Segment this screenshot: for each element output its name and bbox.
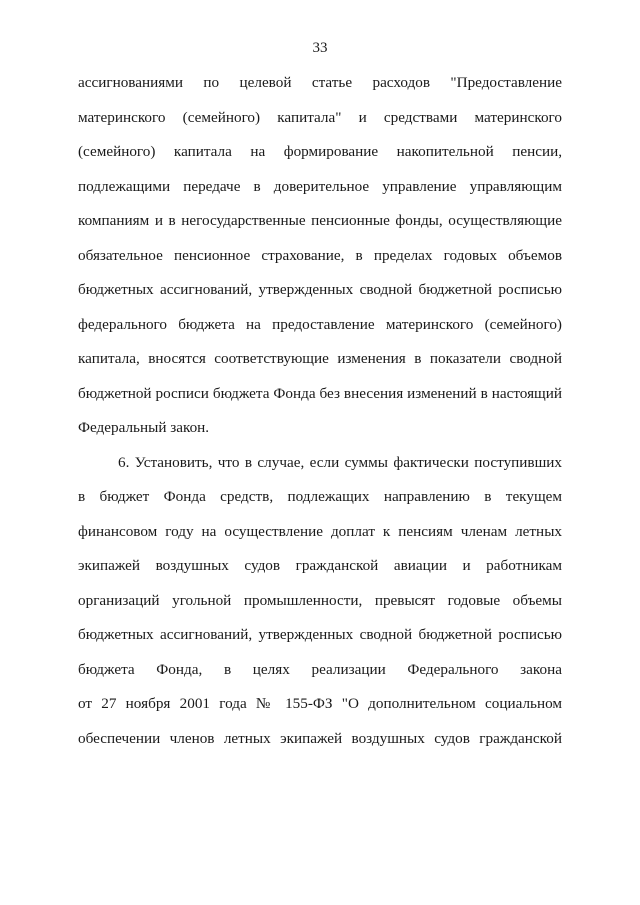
text-line: капитала, вносятся соответствующие изменения в показатели сводной [78, 350, 562, 367]
text-line: бюджетной росписи бюджета Фонда без внесения изменений в настоящий [78, 384, 562, 402]
text-line: ассигнованиями по целевой статье расходов "Предоставление [78, 74, 562, 91]
paragraph-item-6 [78, 446, 562, 757]
text-line: в бюджет Фонда средств, подлежащих направлению в текущем [78, 488, 562, 505]
body-text [78, 66, 562, 756]
paragraph-continuation [78, 66, 562, 446]
text-line: бюджетных ассигнований, утвержденных сводной бюджетной росписью [78, 281, 562, 298]
text-line: материнского (семейного) капитала" и средствами материнского [78, 108, 562, 126]
text-line: от 27 ноября 2001 года № 155-ФЗ "О дополнительном социальном [78, 695, 562, 712]
text-line: финансовом году на осуществление доплат к пенсиям членам летных [78, 522, 562, 540]
text-line: бюджетных ассигнований, утвержденных сводной бюджетной росписью [78, 626, 562, 643]
text-line: компаниям и в негосударственные пенсионные фонды, осуществляющие [78, 212, 562, 229]
text-line: организаций угольной промышленности, превысят годовые объемы [78, 591, 562, 609]
text-line: бюджета Фонда, в целях реализации Федерального закона [78, 660, 562, 678]
text-line: подлежащими передаче в доверительное управление управляющим [78, 177, 562, 195]
text-line: экипажей воздушных судов гражданской авиации и работникам [78, 557, 562, 574]
text-line: федерального бюджета на предоставление материнского (семейного) [78, 315, 562, 333]
page-number: 33 [312, 40, 328, 56]
text-line: Федеральный закон. [78, 419, 210, 436]
text-line: обеспечении членов летных экипажей воздушных судов гражданской [78, 729, 562, 747]
text-line: (семейного) капитала на формирование накопительной пенсии, [78, 143, 562, 160]
text-line: обязательное пенсионное страхование, в пределах годовых объемов [78, 246, 562, 264]
text-line: 6. Установить, что в случае, если суммы фактически поступивших [118, 453, 562, 471]
